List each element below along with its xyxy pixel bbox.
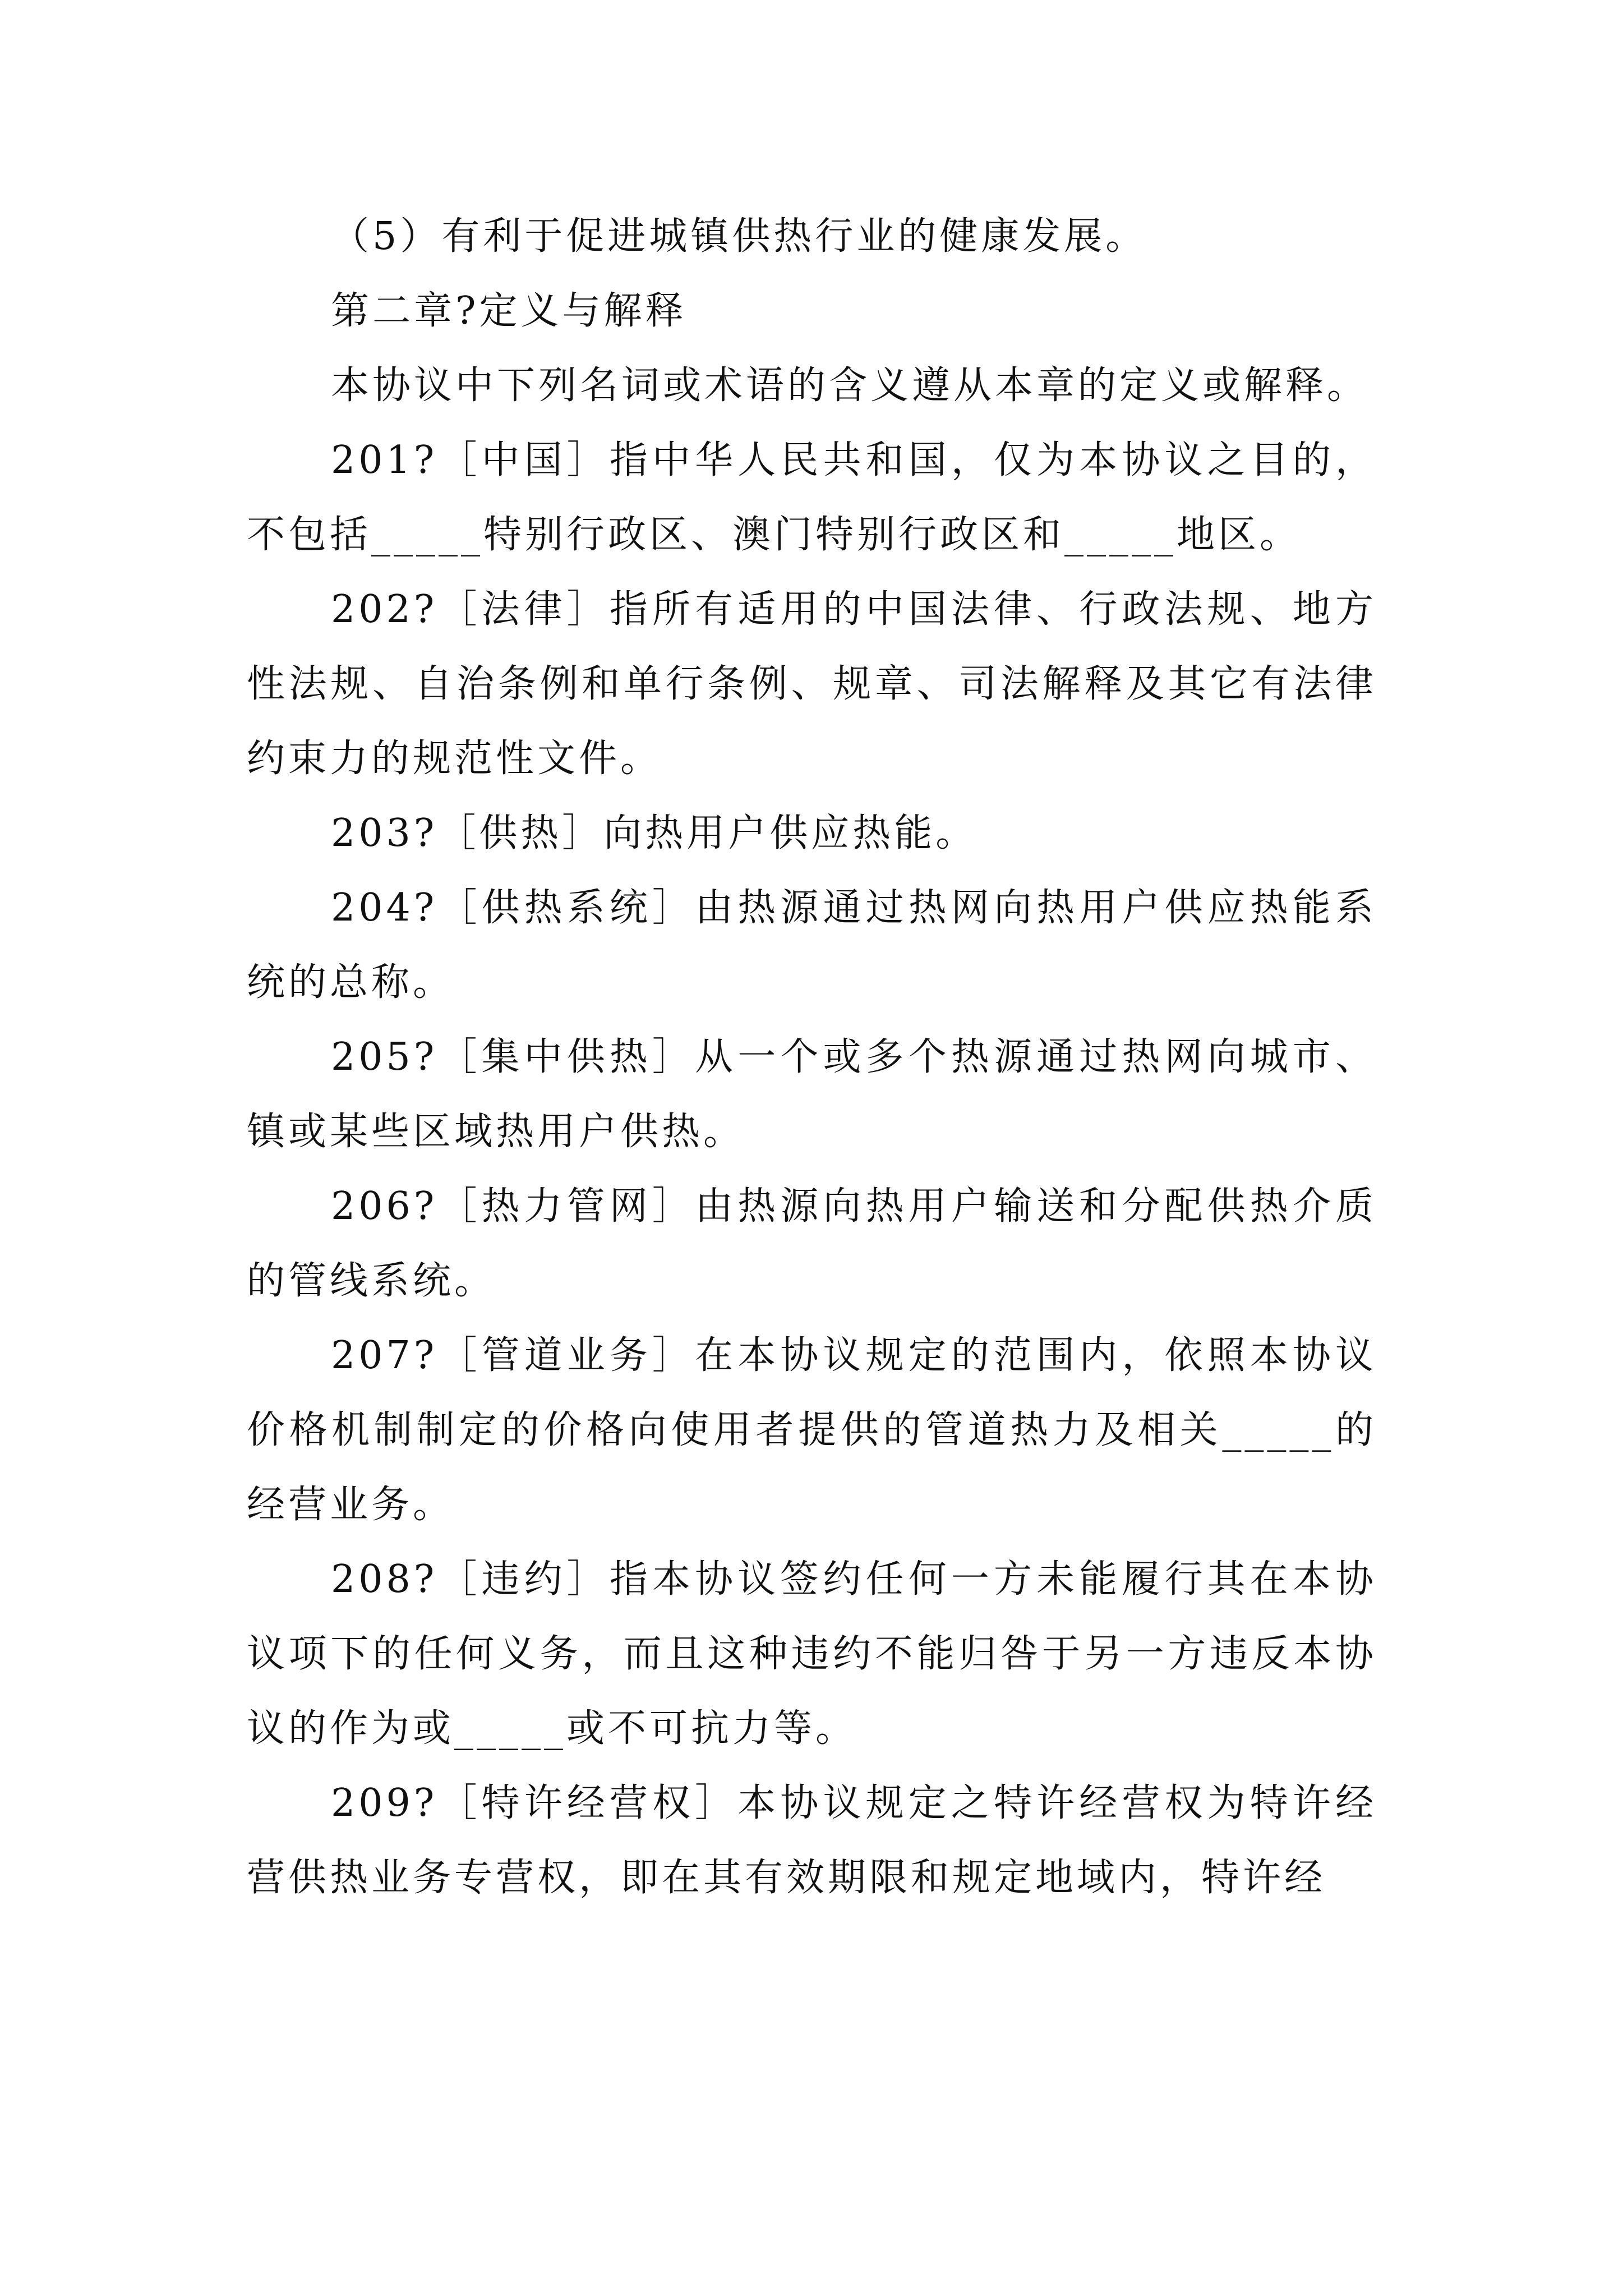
definition-203: 203?［供热］向热用户供应热能。 <box>331 811 978 855</box>
definition-204: 204?［供热系统］由热源通过热网向热用户供应热能系统的总称。 <box>247 886 1377 1005</box>
definition-202: 202?［法律］指所有适用的中国法律、行政法规、地方性法规、自治条例和单行条例、规章、司法解释及其它有法律约束力的规范性文件。 <box>247 587 1377 781</box>
chapter-heading: 第二章?定义与解释 <box>331 289 687 333</box>
definition-206: 206?［热力管网］由热源向热用户输送和分配供热介质的管线系统。 <box>247 1184 1377 1303</box>
definition-205: 205?［集中供热］从一个或多个热源通过热网向城市、镇或某些区域热用户供热。 <box>247 1035 1377 1154</box>
definition-207: 207?［管道业务］在本协议规定的范围内，依照本协议价格机制制定的价格向使用者提供的管道热力及相关_____的经营业务。 <box>247 1333 1377 1527</box>
document-body <box>247 199 1377 1915</box>
definition-209: 209?［特许经营权］本协议规定之特许经营权为特许经营供热业务专营权，即在其有效期限和规定地域内，特许经 <box>247 1781 1377 1900</box>
chapter-intro: 本协议中下列名词或术语的含义遵从本章的定义或解释。 <box>331 364 1369 408</box>
definition-201: 201?［中国］指中华人民共和国，仅为本协议之目的，不包括_____特别行政区、澳门特别行政区和_____地区。 <box>247 438 1377 557</box>
paragraph-item-5: （5）有利于促进城镇供热行业的健康发展。 <box>331 214 1147 259</box>
definition-208: 208?［违约］指本协议签约任何一方未能履行其在本协议项下的任何义务，而且这种违约不能归咎于另一方违反本协议的作为或_____或不可抗力等。 <box>247 1557 1377 1751</box>
